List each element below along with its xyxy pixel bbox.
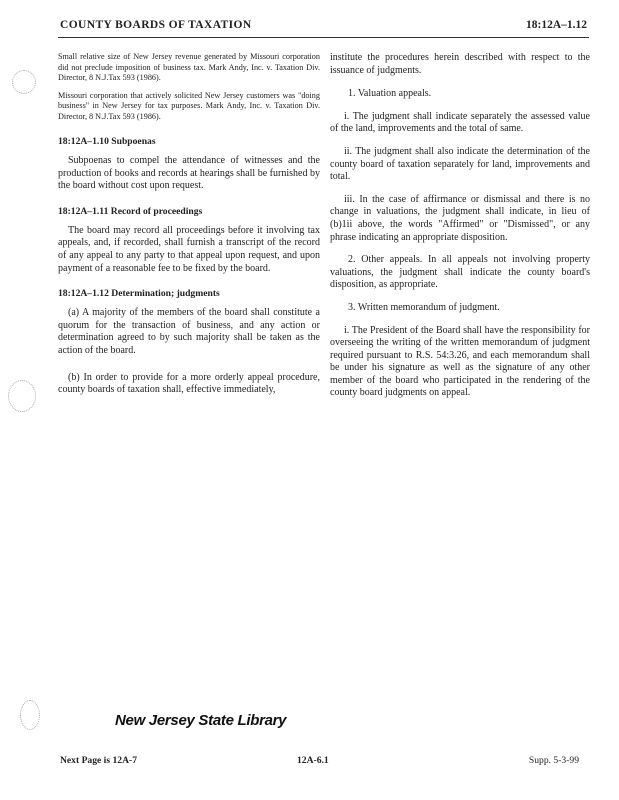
list-subitem: ii. The judgment shall also indicate the determination of the county board of taxation separately for land, improvements and total. [330,145,590,183]
header-rule [58,37,589,38]
annotation-note: Small relative size of New Jersey revenue generated by Missouri corporation did not preclude imposition of business tax. Mark Andy, Inc. v. Taxation Div. Director, 8 N.J.Tax 593 (1986). [58,52,320,82]
list-subitem: i. The judgment shall indicate separately the assessed value of the land, improvements and the total of same. [330,110,590,135]
right-column [330,52,590,410]
annotation-note: Missouri corporation that actively solicited New Jersey customers was "doing business" in New Jersey for tax purposes. Mark Andy, Inc. v. Taxation Div. Director, 8 N.J.Tax 593 (1986). [58,90,320,121]
section-heading-subpoenas: 18:12A–1.10 Subpoenas [58,136,156,147]
scan-speck [12,70,36,94]
list-subitem: iii. In the case of affirmance or dismissal and there is no change in valuations, the judgment shall indicate, in lieu of (b)1ii above, the words "Affirmed" or "Dismissed", or any phrase indicating an appropriate disposition. [330,193,590,243]
list-item-valuation-appeals: 1. Valuation appeals. [348,88,432,100]
list-item-other-appeals: 2. Other appeals. In all appeals not involving property valuations, the judgment shall indicate the county board's disposition, as appropriate. [330,254,590,291]
continued-text: institute the procedures herein described with respect to the issuance of judgments. [330,52,590,76]
section-text-determination-a: (a) A majority of the members of the board shall constitute a quorum for the transaction of business, and any action or determination agreed to by such majority shall be taken as the action of the board. [58,307,320,356]
list-subitem: i. The President of the Board shall have the responsibility for overseeing the writing of the written memorandum of judgment required pursuant to R.S. 54:3.26, and each memorandum shall be under his signature as well as the signature of any other member of the board who participated in the rendering of the county board judgments on appeal. [330,324,590,399]
left-column [58,52,320,397]
section-heading-record: 18:12A–1.11 Record of proceedings [58,205,203,217]
section-text-determination-b: (b) In order to provide for a more orderly appeal procedure, county boards of taxation shall, effective immediately, [58,371,320,396]
list-item-written-memorandum: 3. Written memorandum of judgment. [348,301,500,313]
scan-speck [8,380,36,412]
library-stamp: New Jersey State Library [115,712,287,729]
footer-next-page: Next Page is 12A-7 [60,755,137,766]
section-text-subpoenas: Subpoenas to compel the attendance of witnesses and the production of books and records at hearings shall be furnished by the board without cost upon request. [58,155,320,192]
section-heading-determination: 18:12A–1.12 Determination; judgments [58,288,220,300]
footer-page-number: 12A-6.1 [297,755,329,766]
scan-speck [20,700,40,730]
running-header-code: 18:12A–1.12 [525,19,587,31]
running-header-title: COUNTY BOARDS OF TAXATION [60,19,252,31]
footer-supplement: Supp. 5-3-99 [528,755,579,766]
section-text-record: The board may record all proceedings before it involving tax appeals, and, if recorded, shall furnish a transcript of the record of any appeal to any party to that appeal upon request, and upon payment of a reasonable fee to be fixed by the board. [58,224,320,274]
